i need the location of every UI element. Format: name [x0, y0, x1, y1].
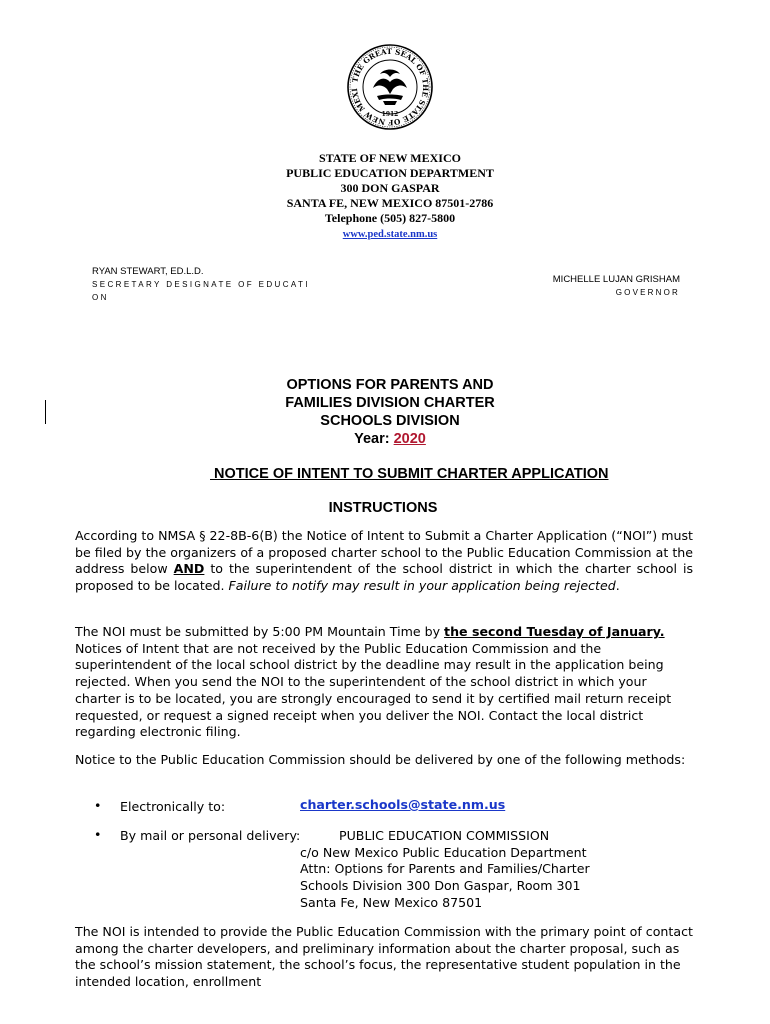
address-line-4: Schools Division 300 Don Gaspar, Room 301	[300, 878, 581, 894]
secretary-name: RYAN STEWART, ED.L.D.	[92, 266, 204, 277]
header-department: PUBLIC EDUCATION DEPARTMENT	[286, 166, 494, 180]
header-city: SANTA FE, NEW MEXICO 87501-2786	[286, 196, 494, 210]
svg-text:1912: 1912	[381, 111, 399, 118]
para1-warning: Failure to notify may result in your application being rejected	[228, 578, 616, 594]
header-street: 300 DON GASPAR	[340, 181, 440, 195]
para1-end: .	[615, 578, 620, 594]
document-title	[0, 376, 770, 448]
address-line-5: Santa Fe, New Mexico 87501	[300, 894, 483, 910]
governor-title: GOVERNOR	[615, 288, 680, 297]
paragraph-purpose: The NOI is intended to provide the Public Education Commission with the primary point of contact among the charter developers, and preliminary information about the charter proposal, such as the school’s mission statement, the school’s focus, the representative student population in the intended location, enrollment	[75, 924, 693, 990]
header-state: STATE OF NEW MEXICO	[319, 151, 461, 165]
para1-text-a: According to NMSA § 22-8B-6(B) the Notice of Intent to Submit a Charter Application (“NOI”) must be filed by the organizers of a proposed charter school to the Public Education Commission at the address below	[75, 528, 693, 577]
website-link[interactable]: www.ped.state.nm.us	[342, 229, 438, 240]
state-seal-image	[347, 44, 433, 130]
state-seal-icon	[347, 44, 433, 130]
svg-text:THE GREAT SEAL OF THE STATE OF: THE GREAT SEAL OF THE STATE OF NEW MEXI	[349, 46, 431, 128]
secretary-block	[92, 265, 310, 304]
mailing-address	[300, 828, 590, 912]
bullet-dot-1: •	[94, 798, 102, 813]
title-line-1: OPTIONS FOR PARENTS AND	[286, 377, 494, 393]
year-label: Year:	[354, 431, 394, 447]
address-line-3: Attn: Options for Parents and Families/Charter	[300, 861, 590, 877]
year-field[interactable]: 2020	[393, 431, 426, 447]
governor-block	[553, 273, 680, 299]
para1-text-b: to the superintendent of the school district in which the charter school is proposed to be located.	[75, 561, 694, 594]
email-link[interactable]: charter.schools@state.nm.us	[300, 797, 506, 812]
para2-text-b: Notices of Intent that are not received by the Public Education Commission and the superintendent of the local school district by the deadline may result in the application being rejected. When you send the NOI to the superintendent of the school district in which your charter is to be located, you are strongly encouraged to send it by certified mail return receipt requested, or request a signed receipt when you deliver the NOI. Contact the local district regarding electronic filing.	[75, 640, 672, 740]
para2-deadline: the second Tuesday of January.	[444, 624, 665, 639]
department-header	[0, 151, 770, 242]
instructions-heading: INSTRUCTIONS	[328, 500, 438, 516]
para1-and: AND	[173, 561, 205, 577]
bullet-electronic-label: Electronically to:	[120, 799, 226, 814]
title-line-2: FAMILIES DIVISION CHARTER	[285, 395, 495, 411]
bullet-dot-2: •	[94, 827, 102, 842]
header-telephone: Telephone (505) 827-5800	[324, 211, 456, 225]
secretary-title-wrap: ON	[92, 293, 109, 302]
paragraph-nmsa	[75, 528, 693, 595]
notice-heading: NOTICE OF INTENT TO SUBMIT CHARTER APPLICATION	[210, 466, 609, 482]
address-line-1: PUBLIC EDUCATION COMMISSION	[339, 828, 550, 843]
secretary-title: SECRETARY DESIGNATE OF EDUCATI	[92, 280, 310, 289]
bullet-mail-label: By mail or personal delivery:	[120, 828, 301, 843]
paragraph-methods: Notice to the Public Education Commission should be delivered by one of the following methods:	[75, 752, 686, 767]
title-line-3: SCHOOLS DIVISION	[320, 413, 460, 429]
para2-text-a: The NOI must be submitted by 5:00 PM Mountain Time by	[75, 624, 445, 639]
address-line-2: c/o New Mexico Public Education Department	[300, 844, 587, 860]
paragraph-deadline	[75, 624, 693, 741]
governor-name: MICHELLE LUJAN GRISHAM	[552, 274, 680, 285]
